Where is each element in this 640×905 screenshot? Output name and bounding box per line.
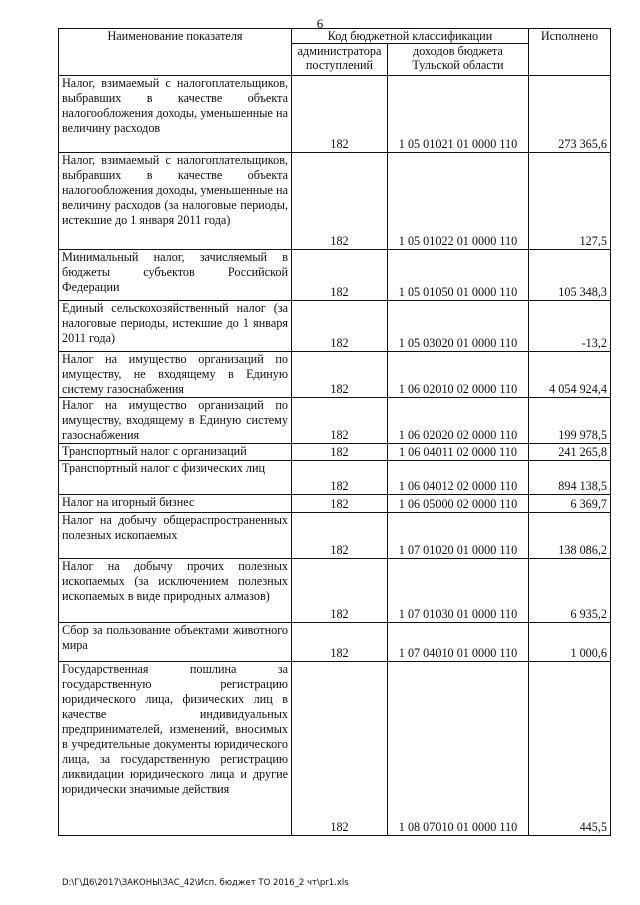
table-row xyxy=(59,513,611,559)
cell-executed: 1 000,6 xyxy=(529,623,611,662)
cell-executed: 138 086,2 xyxy=(529,513,611,559)
cell-code: 1 05 03020 01 0000 110 xyxy=(388,301,529,352)
cell-code: 1 07 04010 01 0000 110 xyxy=(388,623,529,662)
table-row xyxy=(59,461,611,495)
cell-name: Транспортный налог с физических лиц xyxy=(59,461,292,495)
cell-executed: 6 369,7 xyxy=(529,495,611,513)
cell-name: Государственная пошлина за государственную регистрацию юридического лица, физических лиц в качестве индивидуальных предпринимателей, изменений, вносимых в учредительные документы юридического лица, за государственную регистрацию ликвидации юридического лица и другие юридически значимые действия xyxy=(59,662,292,836)
budget-table xyxy=(58,28,611,836)
table-body xyxy=(59,76,611,836)
cell-admin: 182 xyxy=(292,495,388,513)
table-row xyxy=(59,398,611,444)
cell-admin: 182 xyxy=(292,153,388,250)
cell-admin: 182 xyxy=(292,398,388,444)
cell-code: 1 06 05000 02 0000 110 xyxy=(388,495,529,513)
cell-executed: 199 978,5 xyxy=(529,398,611,444)
cell-executed: 273 365,6 xyxy=(529,76,611,153)
table-row xyxy=(59,153,611,250)
cell-name: Налог на добычу общераспространенных полезных ископаемых xyxy=(59,513,292,559)
page-number: 6 xyxy=(316,16,324,31)
cell-admin: 182 xyxy=(292,444,388,461)
table-row xyxy=(59,301,611,352)
cell-code: 1 06 04012 02 0000 110 xyxy=(388,461,529,495)
cell-executed: 127,5 xyxy=(529,153,611,250)
cell-admin: 182 xyxy=(292,623,388,662)
footer-path: D:\Г\Д6\2017\ЗАКОНЫ\ЗАС_42\Исп. бюджет ТО 2016_2 чт\pr1.xls xyxy=(62,878,349,888)
cell-code: 1 06 02010 02 0000 110 xyxy=(388,352,529,398)
cell-name: Сбор за пользование объектами животного мира xyxy=(59,623,292,662)
header-name: Наименование показателя xyxy=(59,29,292,76)
table-row xyxy=(59,559,611,623)
cell-name: Единый сельскохозяйственный налог (за налоговые периоды, истекшие до 1 января 2011 года) xyxy=(59,301,292,352)
cell-code: 1 07 01030 01 0000 110 xyxy=(388,559,529,623)
cell-code: 1 06 04011 02 0000 110 xyxy=(388,444,529,461)
cell-name: Налог на имущество организаций по имуществу, входящему в Единую систему газоснабжения xyxy=(59,398,292,444)
cell-code: 1 08 07010 01 0000 110 xyxy=(388,662,529,836)
table-row xyxy=(59,76,611,153)
cell-code: 1 07 01020 01 0000 110 xyxy=(388,513,529,559)
cell-executed: 241 265,8 xyxy=(529,444,611,461)
table-row xyxy=(59,250,611,301)
header-code-group: Код бюджетной классификации xyxy=(292,29,529,44)
cell-code: 1 06 02020 02 0000 110 xyxy=(388,398,529,444)
header-admin: администратора поступлений xyxy=(292,44,388,76)
table-row xyxy=(59,623,611,662)
table-row xyxy=(59,662,611,836)
cell-name: Налог, взимаемый с налогоплательщиков, выбравших в качестве объекта налогообложения доходы, уменьшенные на величину расходов xyxy=(59,76,292,153)
cell-code: 1 05 01050 01 0000 110 xyxy=(388,250,529,301)
cell-admin: 182 xyxy=(292,559,388,623)
cell-executed: 4 054 924,4 xyxy=(529,352,611,398)
cell-admin: 182 xyxy=(292,513,388,559)
cell-code: 1 05 01021 01 0000 110 xyxy=(388,76,529,153)
cell-admin: 182 xyxy=(292,76,388,153)
header-executed: Исполнено xyxy=(529,29,611,76)
cell-executed: -13,2 xyxy=(529,301,611,352)
table-row xyxy=(59,352,611,398)
cell-name: Налог на имущество организаций по имуществу, не входящему в Единую систему газоснабжения xyxy=(59,352,292,398)
cell-name: Налог, взимаемый с налогоплательщиков, выбравших в качестве объекта налогообложения доходы, уменьшенные на величину расходов (за налоговые периоды, истекшие до 1 января 2011 года) xyxy=(59,153,292,250)
cell-admin: 182 xyxy=(292,352,388,398)
cell-name: Транспортный налог с организаций xyxy=(59,444,292,461)
cell-name: Налог на добычу прочих полезных ископаемых (за исключением полезных ископаемых в виде природных алмазов) xyxy=(59,559,292,623)
cell-name: Налог на игорный бизнес xyxy=(59,495,292,513)
header-income: доходов бюджета Тульской области xyxy=(388,44,529,76)
cell-executed: 105 348,3 xyxy=(529,250,611,301)
cell-executed: 894 138,5 xyxy=(529,461,611,495)
cell-admin: 182 xyxy=(292,250,388,301)
cell-executed: 6 935,2 xyxy=(529,559,611,623)
cell-executed: 445,5 xyxy=(529,662,611,836)
cell-code: 1 05 01022 01 0000 110 xyxy=(388,153,529,250)
cell-admin: 182 xyxy=(292,461,388,495)
cell-admin: 182 xyxy=(292,301,388,352)
table-row xyxy=(59,444,611,461)
cell-name: Минимальный налог, зачисляемый в бюджеты субъектов Российской Федерации xyxy=(59,250,292,301)
cell-admin: 182 xyxy=(292,662,388,836)
table-row xyxy=(59,495,611,513)
